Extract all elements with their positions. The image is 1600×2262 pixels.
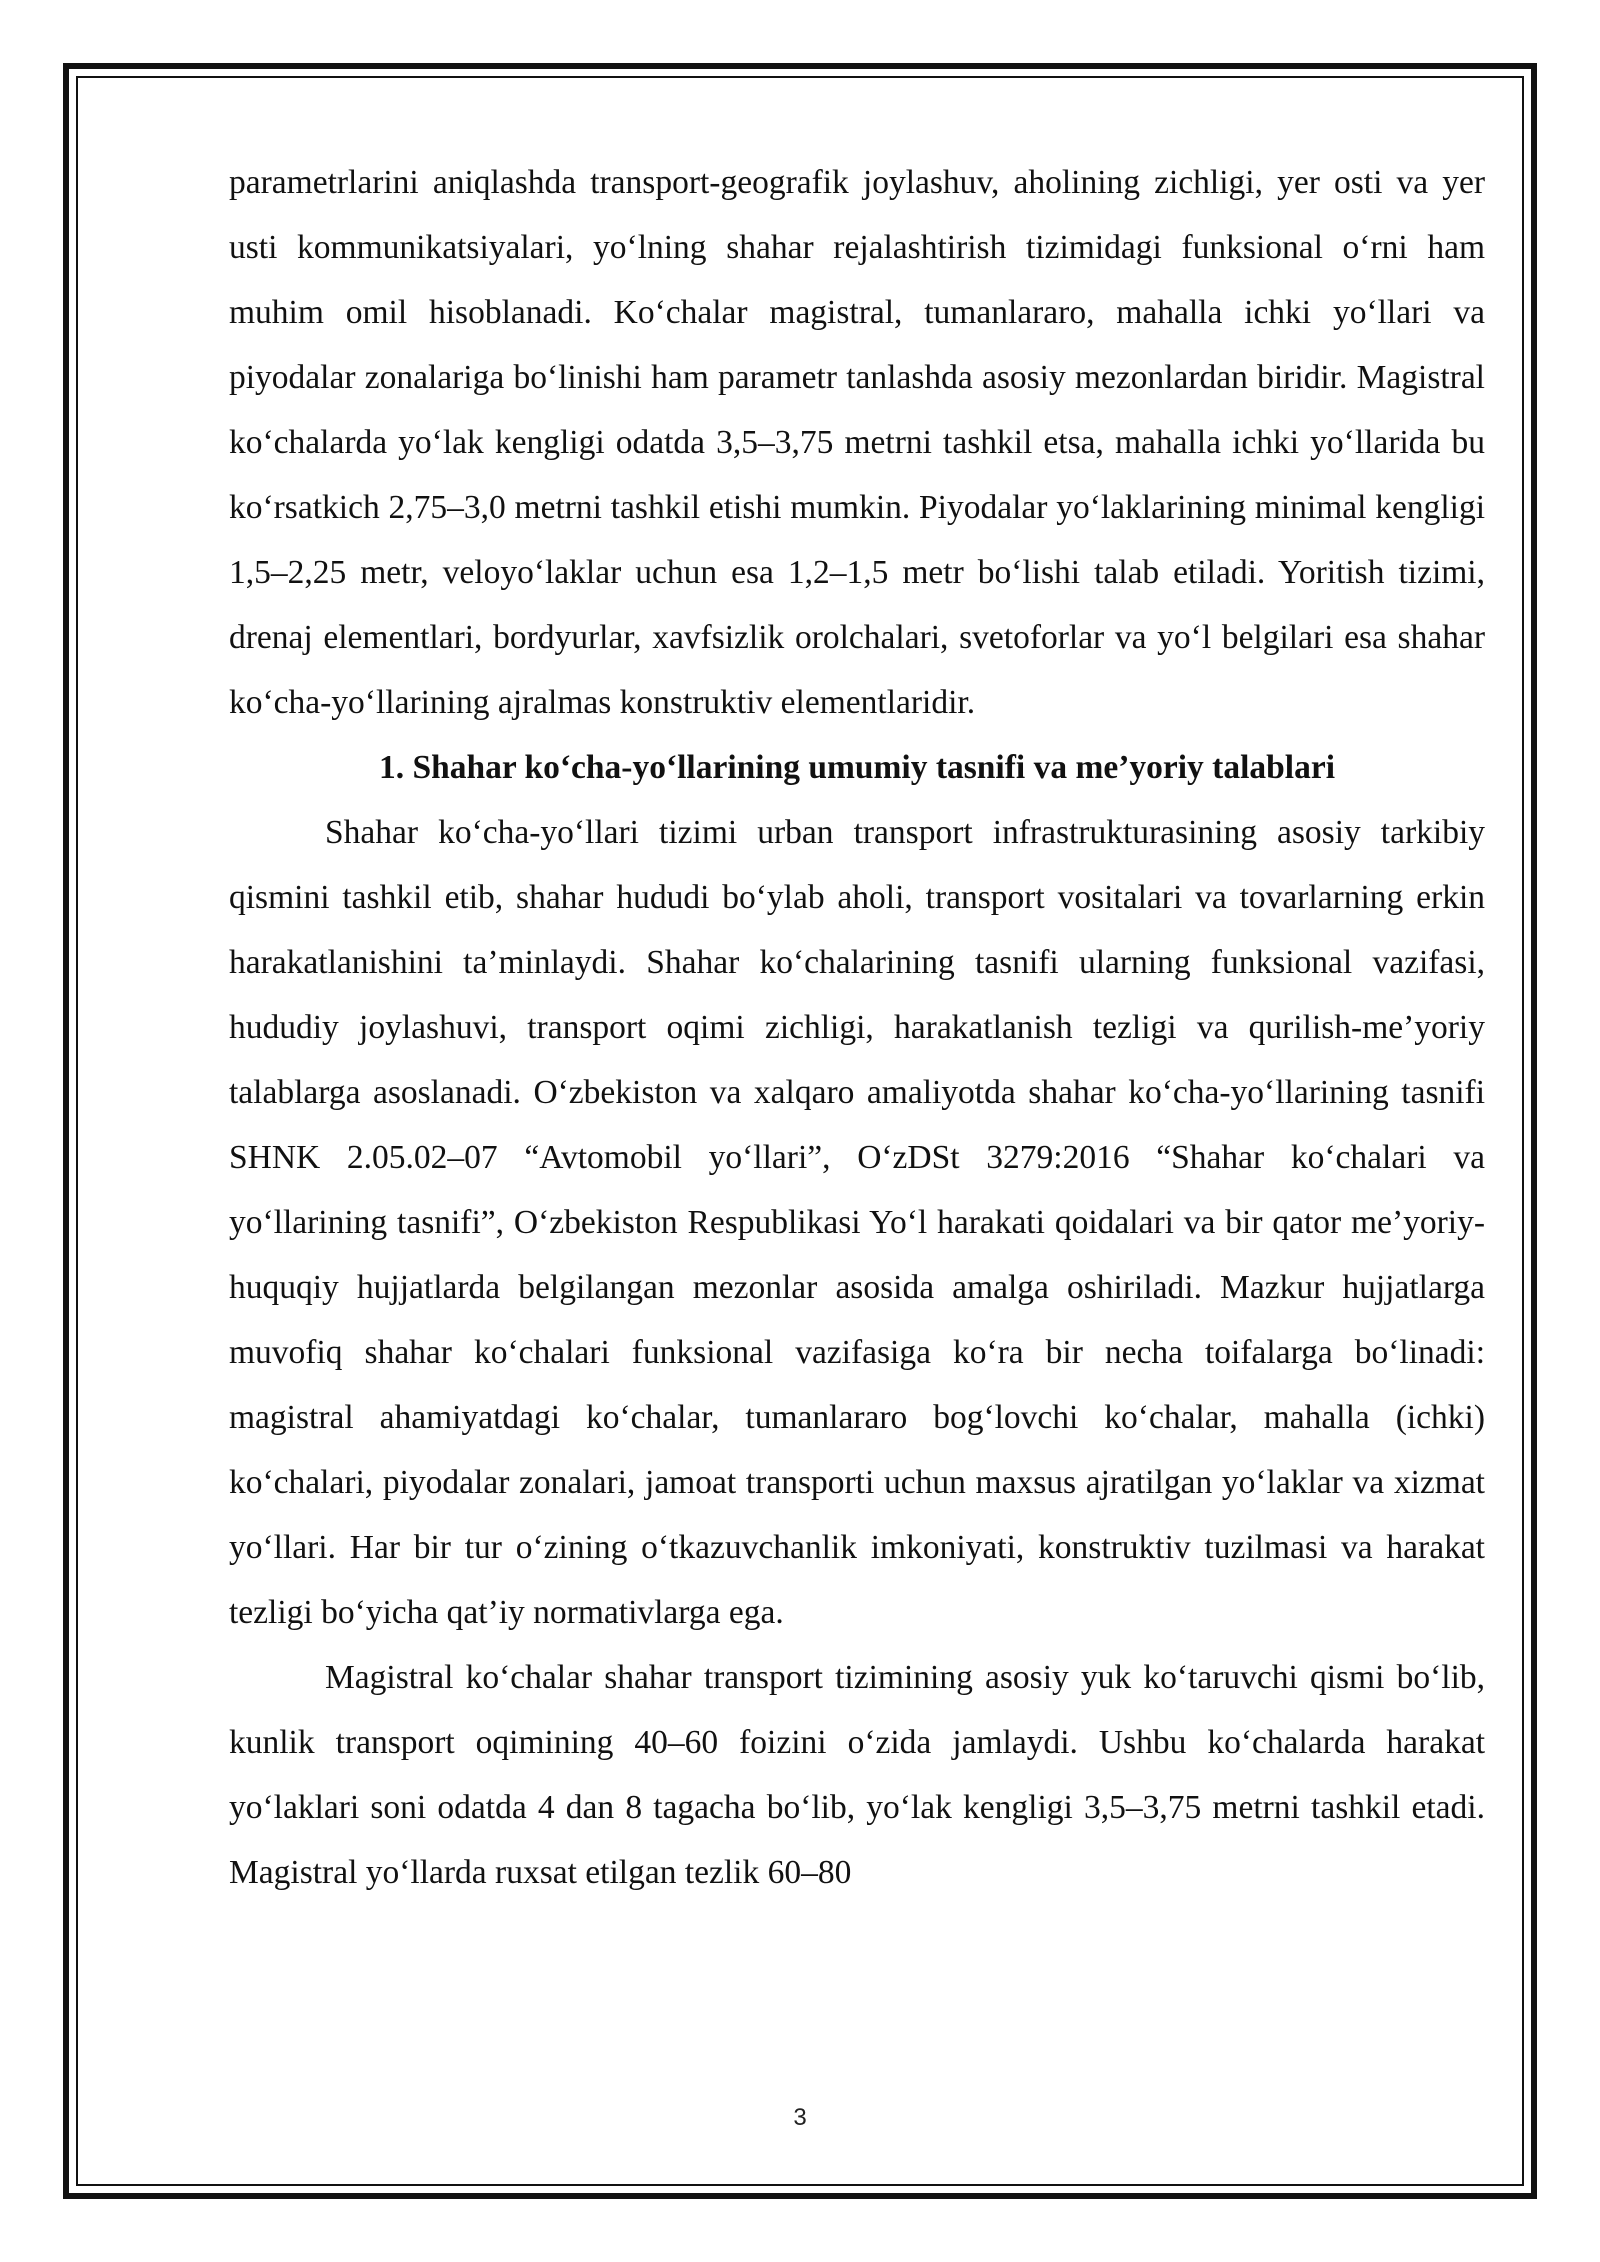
document-body [229, 150, 1485, 1905]
magistral-paragraph: Magistral ko‘chalar shahar transport tizimining asosiy yuk ko‘taruvchi qismi bo‘lib, kunlik transport oqimining 40–60 foizini o‘zida jamlaydi. Ushbu ko‘chalarda harakat yo‘laklari soni odatda 4 dan 8 tagacha bo‘lib, yo‘lak kengligi 3,5–3,75 metrni tashkil etadi. Magistral yo‘llarda ruxsat etilgan tezlik 60–80 [229, 1659, 1485, 1891]
classification-paragraph: Shahar ko‘cha-yo‘llari tizimi urban transport infrastrukturasining asosiy tarkibiy qismini tashkil etib, shahar hududi bo‘ylab aholi, transport vositalari va tovarlarning erkin harakatlanishini ta’minlaydi. Shahar ko‘chalarining tasnifi ularning funksional vazifasi, hududiy joylashuvi, transport oqimi zichligi, harakatlanish tezligi va qurilish-me’yoriy talablarga asoslanadi. O‘zbekiston va xalqaro amaliyotda shahar ko‘cha-yo‘llarining tasnifi SHNK 2.05.02–07 “Avtomobil yo‘llari”, O‘zDSt 3279:2016 “Shahar ko‘chalari va yo‘llarining tasnifi”, O‘zbekiston Respublikasi Yo‘l harakati qoidalari va bir qator me’yoriy-huquqiy hujjatlarda belgilangan mezonlar asosida amalga oshiriladi. Mazkur hujjatlarga muvofiq shahar ko‘chalari funksional vazifasiga ko‘ra bir necha toifalarga bo‘linadi: magistral ahamiyatdagi ko‘chalar, tumanlararo bog‘lovchi ko‘chalar, mahalla (ichki) ko‘chalari, piyodalar zonalari, jamoat transporti uchun maxsus ajratilgan yo‘laklar va xizmat yo‘llari. Har bir tur o‘zining o‘tkazuvchanlik imkoniyati, konstruktiv tuzilmasi va harakat tezligi bo‘yicha qat’iy normativlarga ega. [229, 814, 1485, 1631]
section-heading: 1. Shahar ko‘cha-yo‘llarining umumiy tasnifi va me’yoriy talablari [378, 749, 1336, 786]
intro-paragraph: parametrlarini aniqlashda transport-geografik joylashuv, aholining zichligi, yer osti va yer usti kommunikatsiyalari, yo‘lning shahar rejalashtirish tizimidagi funksional o‘rni ham muhim omil hisoblanadi. Ko‘chalar magistral, tumanlararo, mahalla ichki yo‘llari va piyodalar zonalariga bo‘linishi ham parametr tanlashda asosiy mezonlardan biridir. Magistral ko‘chalarda yo‘lak kengligi odatda 3,5–3,75 metrni tashkil etsa, mahalla ichki yo‘llarida bu ko‘rsatkich 2,75–3,0 metrni tashkil etishi mumkin. Piyodalar yo‘laklarining minimal kengligi 1,5–2,25 metr, veloyo‘laklar uchun esa 1,2–1,5 metr bo‘lishi talab etiladi. Yoritish tizimi, drenaj elementlari, bordyurlar, xavfsizlik orolchalari, svetoforlar va yo‘l belgilari esa shahar ko‘cha-yo‘llarining ajralmas konstruktiv elementlaridir. [229, 164, 1485, 721]
page-number: 3 [793, 2104, 807, 2131]
